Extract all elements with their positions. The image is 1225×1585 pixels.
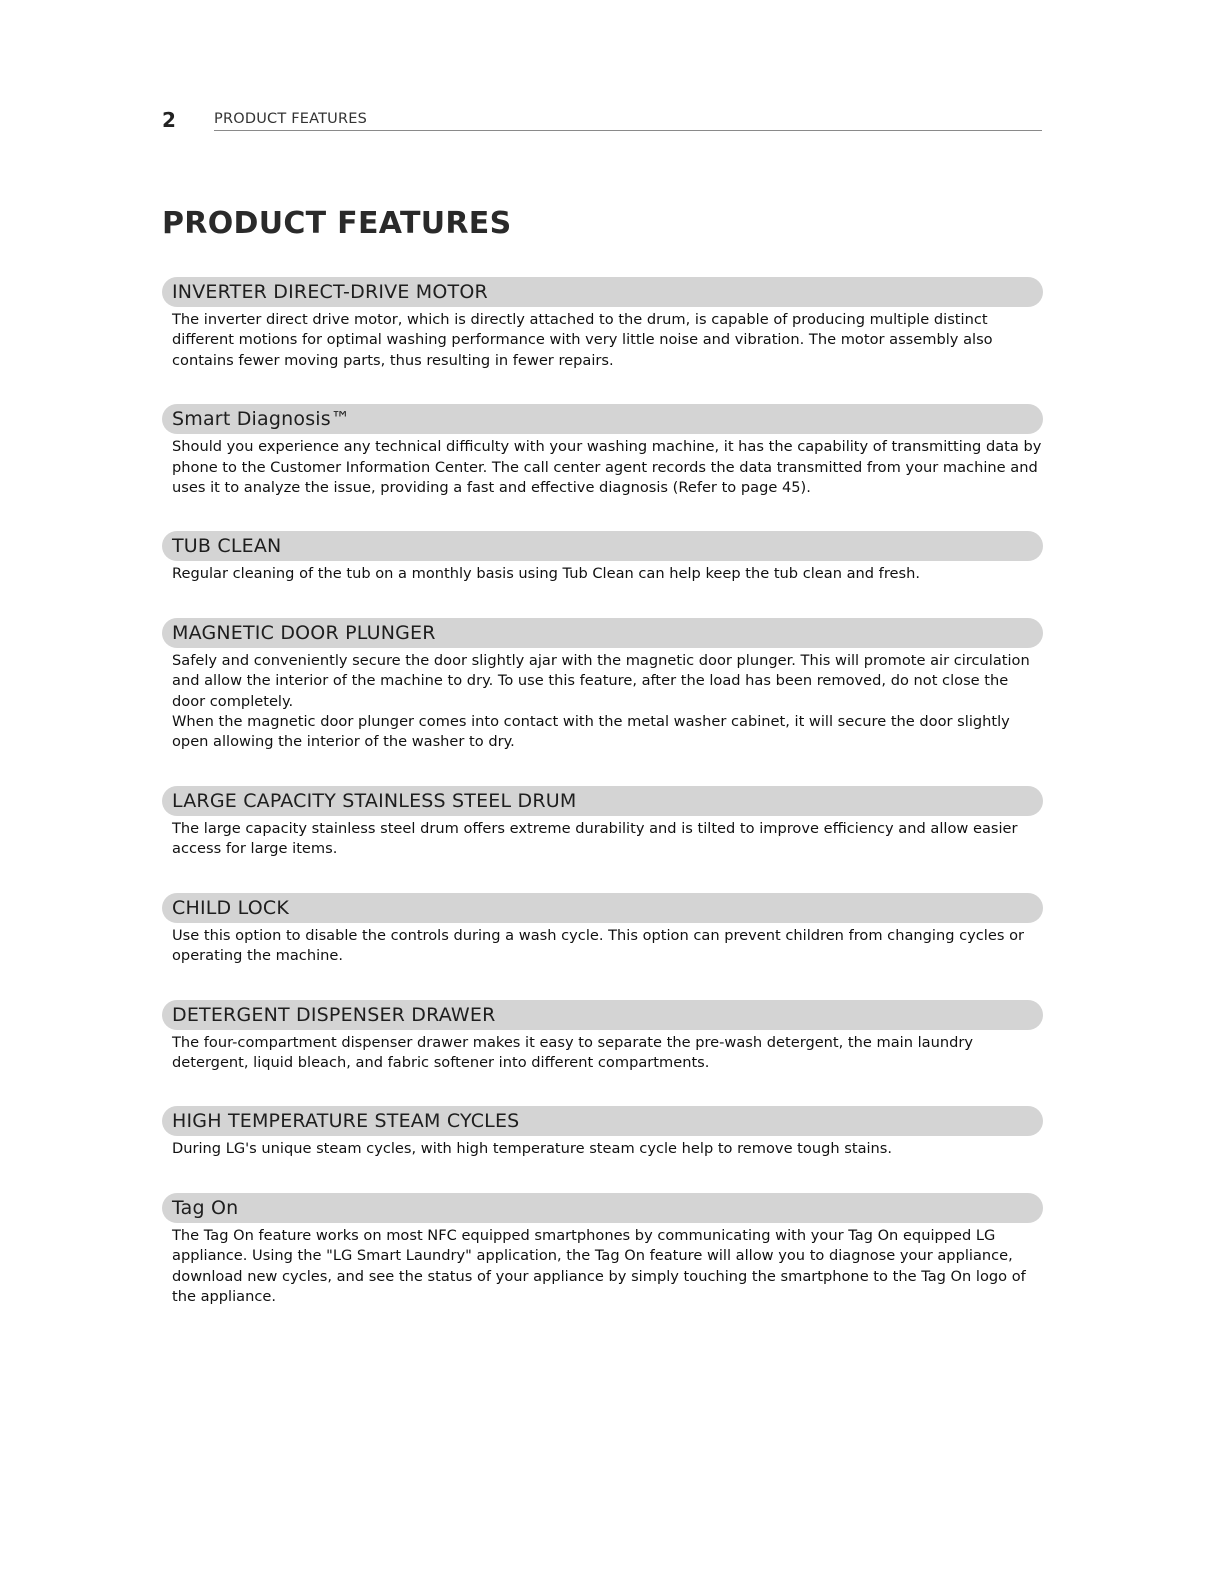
header-rule: [214, 130, 1042, 131]
running-header-label: PRODUCT FEATURES: [214, 111, 368, 127]
feature-paragraph: The Tag On feature works on most NFC equipped smartphones by communicating with your Tag On equipped LG appliance. Using the "LG Smart Laundry" application, the Tag On feature will allow you to diagnose your appliance, download new cycles, and see the status of your appliance by simply touching the smartphone to the Tag On logo of the appliance.: [172, 1226, 1026, 1305]
feature-paragraph: Should you experience any technical difficulty with your washing machine, it has the capability of transmitting data by phone to the Customer Information Center. The call center agent records the data transmitted from your machine and uses it to analyze the issue, providing a fast and effective diagnosis (Refer to page 45).: [172, 438, 1042, 497]
feature-description: [172, 1226, 1044, 1308]
feature-heading: HIGH TEMPERATURE STEAM CYCLES: [162, 1106, 1043, 1136]
feature-list: [162, 277, 1043, 1340]
feature-heading: Smart Diagnosis™: [162, 404, 1043, 434]
feature-magnetic-door-plunger: [162, 618, 1043, 753]
feature-paragraph: Use this option to disable the controls during a wash cycle. This option can prevent children from changing cycles or operating the machine.: [172, 926, 1024, 965]
feature-description: [172, 651, 1044, 753]
feature-steam-cycles: [162, 1106, 1043, 1159]
feature-dispenser-drawer: [162, 1000, 1043, 1074]
feature-tub-clean: [162, 531, 1043, 584]
feature-paragraph: The large capacity stainless steel drum offers extreme durability and is tilted to improve efficiency and allow easier access for large items.: [172, 819, 1018, 858]
feature-smart-diagnosis: [162, 404, 1043, 498]
feature-heading: MAGNETIC DOOR PLUNGER: [162, 618, 1043, 648]
feature-paragraph: The four-compartment dispenser drawer makes it easy to separate the pre-wash detergent, the main laundry detergent, liquid bleach, and fabric softener into different compartments.: [172, 1033, 974, 1071]
feature-heading: Tag On: [162, 1193, 1043, 1223]
page-title: PRODUCT FEATURES: [162, 206, 512, 241]
feature-description: [172, 564, 1044, 584]
feature-heading: CHILD LOCK: [162, 893, 1043, 923]
feature-paragraph: When the magnetic door plunger comes into contact with the metal washer cabinet, it will secure the door slightly open allowing the interior of the washer to dry.: [172, 713, 1010, 751]
feature-description: [172, 1033, 1044, 1074]
feature-heading: TUB CLEAN: [162, 531, 1043, 561]
feature-description: [172, 819, 1044, 860]
feature-inverter-motor: [162, 277, 1043, 371]
feature-paragraph: Safely and conveniently secure the door slightly ajar with the magnetic door plunger. This will promote air circulation and allow the interior of the machine to dry. To use this feature, after the load has been removed, do not close the door completely.: [172, 651, 1030, 710]
page-number: 2: [162, 108, 176, 132]
feature-description: [172, 1139, 1044, 1159]
feature-stainless-drum: [162, 786, 1043, 860]
feature-description: [172, 926, 1044, 967]
feature-paragraph: Regular cleaning of the tub on a monthly basis using Tub Clean can help keep the tub clean and fresh.: [172, 565, 920, 583]
feature-heading: LARGE CAPACITY STAINLESS STEEL DRUM: [162, 786, 1043, 816]
feature-tag-on: [162, 1193, 1043, 1308]
feature-description: [172, 310, 1044, 371]
feature-paragraph: During LG's unique steam cycles, with high temperature steam cycle help to remove tough stains.: [172, 1140, 893, 1158]
feature-heading: DETERGENT DISPENSER DRAWER: [162, 1000, 1043, 1030]
running-header: [162, 108, 1042, 132]
feature-paragraph: The inverter direct drive motor, which is directly attached to the drum, is capable of producing multiple distinct different motions for optimal washing performance with very little noise and vibration. The motor assembly also contains fewer moving parts, thus resulting in fewer repairs.: [172, 311, 993, 369]
feature-child-lock: [162, 893, 1043, 967]
feature-heading: INVERTER DIRECT-DRIVE MOTOR: [162, 277, 1043, 307]
feature-description: [172, 437, 1044, 498]
